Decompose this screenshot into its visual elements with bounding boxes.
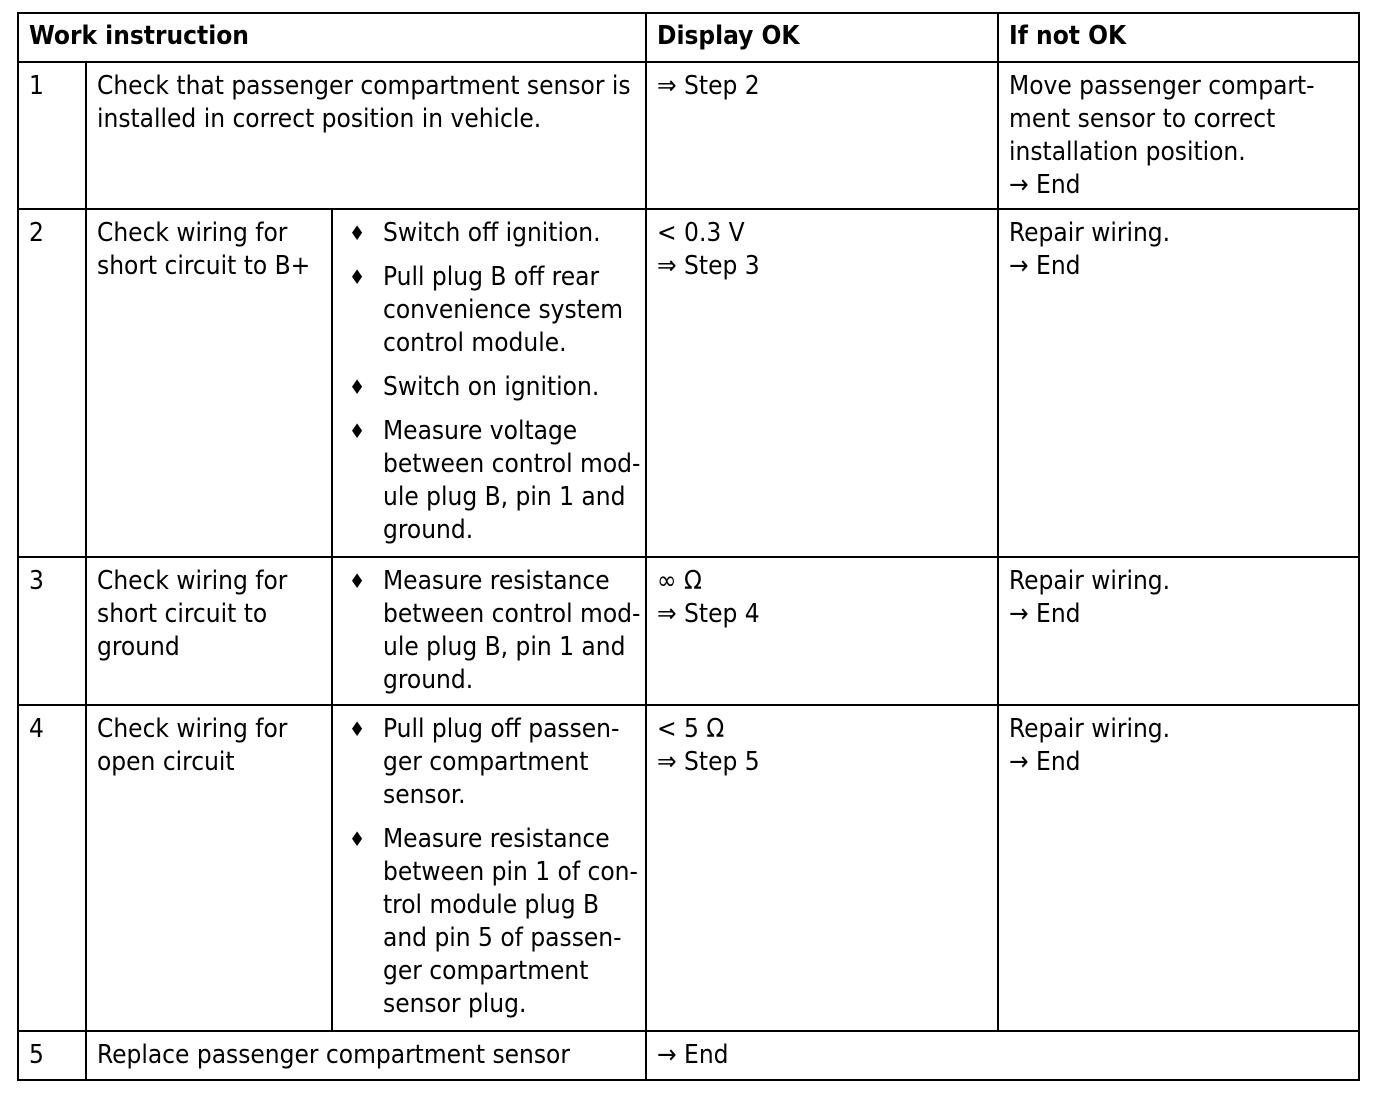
if-not-ok-line: Repair wiring. bbox=[1009, 566, 1171, 596]
if-not-ok-line: → End bbox=[1009, 599, 1081, 629]
step-number: 2 bbox=[18, 209, 86, 557]
document bbox=[17, 12, 1360, 1081]
if-not-ok-line: Move passenger compart- bbox=[1009, 71, 1315, 101]
instruction-line: Replace passenger compartment sensor bbox=[97, 1040, 570, 1070]
display-ok-line: < 0.3 V bbox=[657, 218, 745, 248]
sub-step-line: ger compartment bbox=[383, 956, 589, 986]
sub-step-item bbox=[343, 261, 635, 360]
instruction-line: Check wiring for bbox=[97, 714, 288, 744]
sub-step-item bbox=[343, 823, 638, 1021]
sub-step-line: Measure resistance bbox=[383, 824, 610, 854]
sub-step-line: Switch on ignition. bbox=[383, 372, 600, 402]
step-number: 4 bbox=[18, 705, 86, 1031]
sub-step-line: sensor. bbox=[383, 780, 466, 810]
sub-step-line: ger compartment bbox=[383, 747, 589, 777]
display-ok-line: ∞ Ω bbox=[657, 566, 702, 596]
instruction-line: Check wiring for bbox=[97, 566, 288, 596]
display-ok-line: < 5 Ω bbox=[657, 714, 725, 744]
diamond-bullet-icon: ♦ bbox=[349, 569, 366, 593]
sub-step-line: trol module plug B bbox=[383, 890, 600, 920]
display-ok-line: ⇒ Step 2 bbox=[657, 71, 760, 101]
diamond-bullet-icon: ♦ bbox=[349, 375, 366, 399]
sub-step-line: ule plug B, pin 1 and bbox=[383, 632, 626, 662]
if-not-ok-line: Repair wiring. bbox=[1009, 218, 1171, 248]
header-display-ok: Display OK bbox=[646, 13, 998, 62]
sub-step-line: control module. bbox=[383, 328, 567, 358]
table-row bbox=[18, 557, 1359, 705]
if-not-ok-line: → End bbox=[1009, 251, 1081, 281]
display-ok-line: ⇒ Step 4 bbox=[657, 599, 760, 629]
step-number: 3 bbox=[18, 557, 86, 705]
sub-step-line: ground. bbox=[383, 515, 474, 545]
sub-step-item bbox=[343, 565, 641, 697]
step-number: 1 bbox=[18, 62, 86, 209]
table-row bbox=[18, 1031, 1359, 1080]
table-row bbox=[18, 705, 1359, 1031]
if-not-ok-line: → End bbox=[1009, 170, 1081, 200]
table-row bbox=[18, 62, 1359, 209]
sub-step-item bbox=[343, 713, 635, 812]
header-work-instruction: Work instruction bbox=[18, 13, 646, 62]
table-row bbox=[18, 209, 1359, 557]
diamond-bullet-icon: ♦ bbox=[349, 265, 366, 289]
display-ok-cell bbox=[646, 705, 998, 1031]
instruction-cell bbox=[86, 209, 332, 557]
sub-step-line: ground. bbox=[383, 665, 474, 695]
sub-step-list bbox=[343, 217, 641, 547]
instruction-line: Check wiring for bbox=[97, 218, 288, 248]
instruction-line: Check that passenger compartment sensor is bbox=[97, 71, 631, 101]
instruction-line: short circuit to bbox=[97, 599, 268, 629]
sub-step-line: Measure voltage bbox=[383, 416, 578, 446]
if-not-ok-line: → End bbox=[1009, 747, 1081, 777]
sub-step-line: Switch off ignition. bbox=[383, 218, 601, 248]
if-not-ok-line: ment sensor to correct bbox=[1009, 104, 1276, 134]
sub-step-item bbox=[343, 217, 635, 250]
diamond-bullet-icon: ♦ bbox=[349, 827, 366, 851]
diamond-bullet-icon: ♦ bbox=[349, 419, 366, 443]
instruction-cell bbox=[86, 557, 332, 705]
diamond-bullet-icon: ♦ bbox=[349, 717, 366, 741]
sub-step-line: sensor plug. bbox=[383, 989, 527, 1019]
sub-steps-cell bbox=[332, 209, 646, 557]
display-ok-line: ⇒ Step 5 bbox=[657, 747, 760, 777]
work-instruction-table bbox=[17, 12, 1360, 1081]
instruction-cell bbox=[86, 62, 646, 209]
sub-step-list bbox=[343, 565, 641, 697]
if-not-ok-line: installation position. bbox=[1009, 137, 1246, 167]
sub-steps-cell bbox=[332, 705, 646, 1031]
if-not-ok-cell bbox=[998, 557, 1359, 705]
sub-step-item bbox=[343, 371, 635, 404]
instruction-cell bbox=[86, 705, 332, 1031]
instruction-line: installed in correct position in vehicle. bbox=[97, 104, 542, 134]
sub-step-list bbox=[343, 713, 638, 1021]
if-not-ok-line: Repair wiring. bbox=[1009, 714, 1171, 744]
step-number: 5 bbox=[18, 1031, 86, 1080]
if-not-ok-cell bbox=[998, 62, 1359, 209]
sub-steps-cell bbox=[332, 557, 646, 705]
sub-step-item bbox=[343, 415, 641, 547]
instruction-line: short circuit to B+ bbox=[97, 251, 311, 281]
instruction-line: ground bbox=[97, 632, 180, 662]
diamond-bullet-icon: ♦ bbox=[349, 221, 366, 245]
header-if-not-ok: If not OK bbox=[998, 13, 1359, 62]
sub-step-line: between control mod- bbox=[383, 449, 641, 479]
display-ok-cell bbox=[646, 557, 998, 705]
sub-step-line: ule plug B, pin 1 and bbox=[383, 482, 626, 512]
instruction-cell bbox=[86, 1031, 646, 1080]
display-ok-line: → End bbox=[657, 1040, 729, 1070]
if-not-ok-cell bbox=[998, 705, 1359, 1031]
sub-step-line: Measure resistance bbox=[383, 566, 610, 596]
display-ok-cell bbox=[646, 209, 998, 557]
sub-step-line: Pull plug B off rear bbox=[383, 262, 600, 292]
display-ok-cell bbox=[646, 1031, 1359, 1080]
if-not-ok-cell bbox=[998, 209, 1359, 557]
table-header-row bbox=[18, 13, 1359, 62]
display-ok-cell bbox=[646, 62, 998, 209]
sub-step-line: between control mod- bbox=[383, 599, 641, 629]
sub-step-line: and pin 5 of passen- bbox=[383, 923, 622, 953]
display-ok-line: ⇒ Step 3 bbox=[657, 251, 760, 281]
sub-step-line: between pin 1 of con- bbox=[383, 857, 638, 887]
instruction-line: open circuit bbox=[97, 747, 235, 777]
sub-step-line: Pull plug off passen- bbox=[383, 714, 620, 744]
sub-step-line: convenience system bbox=[383, 295, 624, 325]
